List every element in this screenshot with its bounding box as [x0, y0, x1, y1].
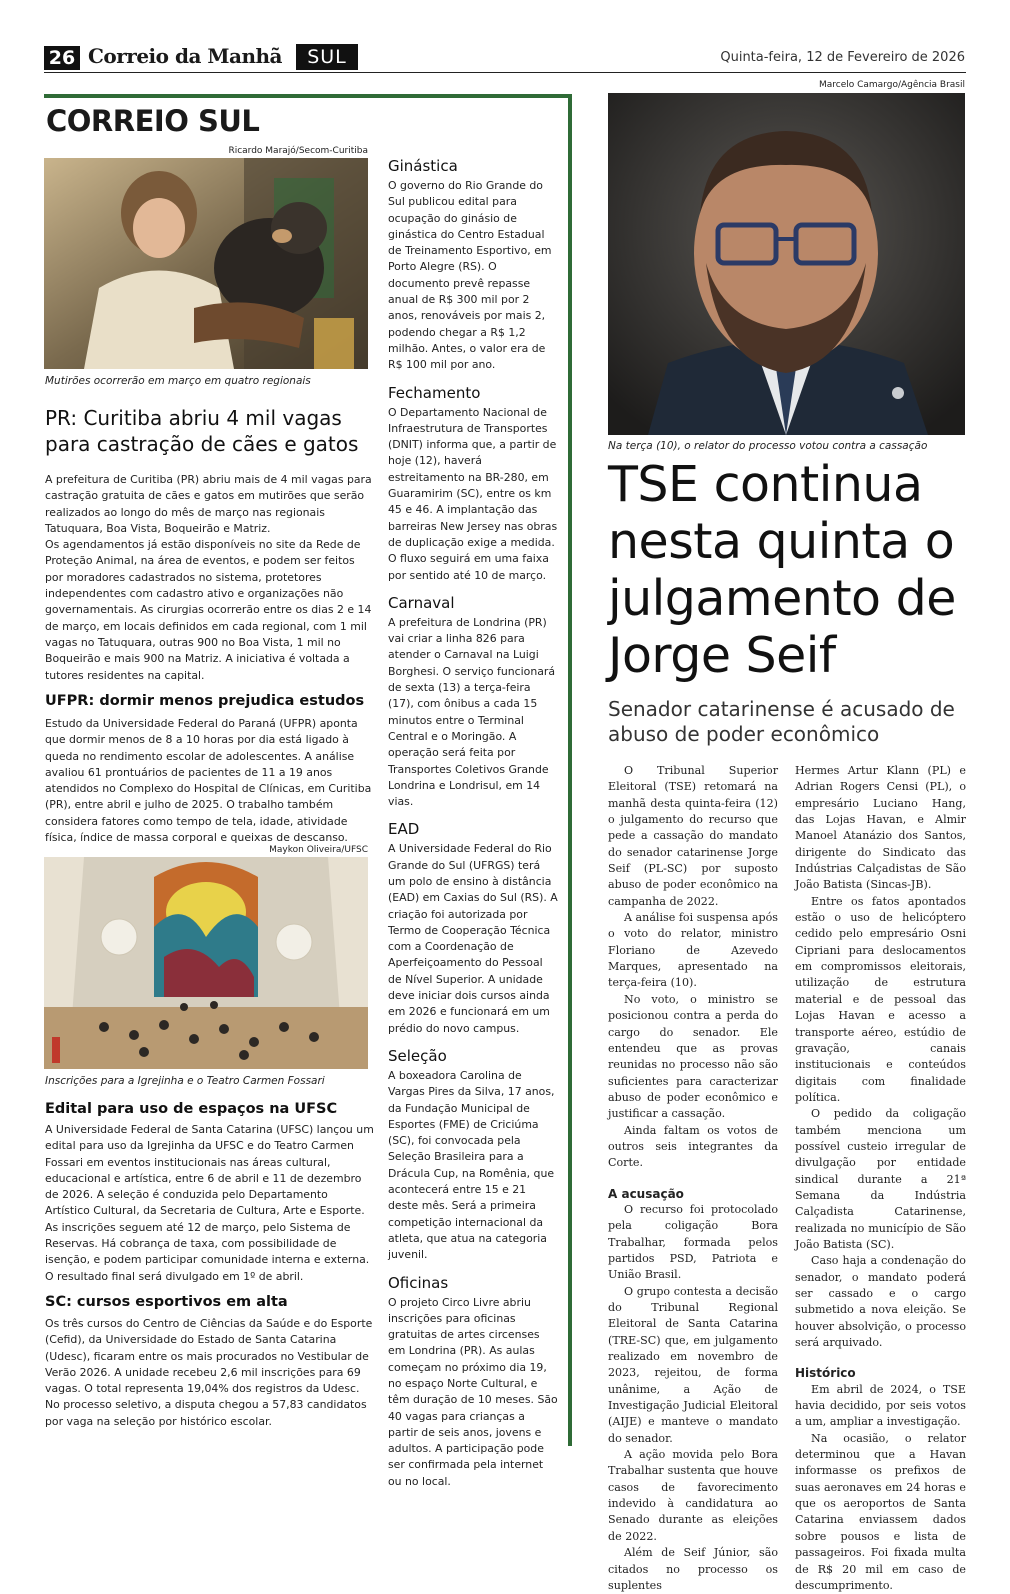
paragraph: Hermes Artur Klann (PL) e Adrian Rogers Censi (PL), o empresário Luciano Hang, das Lojas Havan, e Almir Manoel Atanázio dos Santos, dirigente do Sindicato das Indústrias Calçadistas de São João Batista (Sincas-JB).: [795, 764, 966, 892]
paragraph: Além de Seif Júnior, são citados no processo os suplentes: [608, 1546, 778, 1592]
brief-text: O governo do Rio Grande do Sul publicou edital para ocupação do ginásio de ginástica do Centro Estadual de Treinamento Esportivo, em Porto Alegre (RS). O documento prevê repasse anual de R$ 300 mil por 2 anos, renováveis por mais 2, podendo chegar a R$ 1,2 milhão. Antes, o valor era de R$ 100 mil por ano.: [388, 179, 552, 372]
brief-title: Ginástica: [388, 157, 458, 175]
woman-holding-dog-photo: [44, 158, 368, 369]
brief-text: A prefeitura de Londrina (PR) vai criar a linha 826 para atender o Carnaval na Luigi Borghesi. O serviço funcionará de sexta (13) a terça-feira (17), com ônibus a cada 15 minutos entre o Terminal Central e o Moringão. A operação será feita por Transportes Coletivos Grande Londrina e Londrisul, em 14 vias.: [388, 615, 556, 809]
brief-text: O projeto Circo Livre abriu inscrições para oficinas gratuitas de artes circenses em Londrina (PR). As aulas começam no próximo dia 19, no espaço Norte Cultural, e têm duração de 10 meses. São 40 vagas para crianças a partir de seis anos, jovens e adultos. A participação pode ser confirmada pela internet ou no local.: [388, 1295, 558, 1488]
jorge-seif-portrait-photo: [608, 93, 965, 435]
story-body: Os três cursos do Centro de Ciências da Saúde e do Esporte (Cefid), da Universidade do Estado de Santa Catarina (Udesc), ficaram entre os mais procurados no Vestibular de Verão 2026. A unidade recebeu 2,6 mil inscrições para 69 vagas. O total representa 19,04% dos registros da Udesc. No processo seletivo, a disputa chegou a 57,83 candidatos por vaga na seleção por histórico escolar.: [45, 1317, 373, 1428]
brief-text: O Departamento Nacional de Infraestrutura de Transportes (DNIT) informa que, a partir de hoje (12), haverá estreitamento na BR-280, em Guaramirim (SC), entre os km 45 e 46. A implantação das barreiras New Jersey nas obras de duplicação exige a medida. O fluxo seguirá em uma faixa por sentido até 10 de março.: [388, 405, 558, 582]
paragraph: O grupo contesta a decisão do Tribunal Regional Eleitoral de Santa Catarina (TRE-SC) que, em julgamento realizado em novembro de 2023, rejeitou, de forma unânime, a Ação de Investigação Judicial Eleitoral (AIJE) e manteve o mandato do senador.: [608, 1284, 778, 1445]
story-body: Estudo da Universidade Federal do Paraná (UFPR) aponta que dormir menos de 8 a 10 horas por dia está ligado à queda no rendimento escolar de adolescentes. A análise avaliou 61 prontuários de pacientes de 11 a 19 anos atendidos no Complexo do Hospital de Clínicas, em Curitiba (PR), entre abril e julho de 2025. O trabalho também considera fatores como tempo de tela, idade, atividade física, índice de massa corporal e queixas de descanso.: [45, 717, 372, 845]
brief-item: [388, 594, 558, 811]
briefs-column: [388, 157, 558, 1500]
paragraph: No voto, o ministro se posicionou contra a perda do cargo do senador. Ele entendeu que as provas reunidas no processo não são suficientes para caracterizar abuso de poder econômico e justificar a cassação.: [608, 992, 778, 1121]
photo-credit: Marcelo Camargo/Agência Brasil: [818, 80, 965, 90]
photo-caption: Mutirões ocorrerão em março em quatro regionais: [45, 375, 311, 387]
article-subtitle: Histórico: [795, 1366, 856, 1381]
brief-item: [388, 157, 558, 374]
article-subtitle: A acusação: [608, 1186, 684, 1201]
brief-item: [388, 820, 558, 1037]
brief-text: A Universidade Federal do Rio Grande do Sul (UFRGS) terá um polo de ensino à distância (EAD) em Caxias do Sul (RS). A criação foi autorizada por Termo de Cooperação Técnica com a Coordenação de Aperfeiçoamento do Pessoal de Nível Superior. A unidade deve iniciar dois cursos ainda em 2026 e funcionará em um prédio do novo campus.: [388, 842, 558, 1035]
brief-title: Seleção: [388, 1046, 447, 1065]
masthead-rule: [44, 72, 966, 73]
section-frame-right: [568, 94, 572, 1446]
paragraph: O pedido da coligação também menciona um possível custeio irregular de divulgação por entidade sindical durante a 21ª Semana da Indústria Calçadista Catarinense, realizada no município de São João Batista (SC).: [795, 1107, 966, 1251]
brief-item: [388, 1047, 558, 1264]
story-headline: UFPR: dormir menos prejudica estudos: [45, 693, 365, 709]
photo-credit: Ricardo Marajó/Secom-Curitiba: [228, 146, 368, 156]
paragraph: O Tribunal Superior Eleitoral (TSE) retomará na manhã desta quinta-feira (12) o julgamento do recurso que pede a cassação do mandato do senador catarinense Jorge Seif (PL-SC) por suposto abuso de poder econômico na campanha de 2022.: [608, 764, 778, 908]
photo-caption: Inscrições para a Igrejinha e o Teatro Carmen Fossari: [45, 1075, 325, 1087]
story-body: A Universidade Federal de Santa Catarina (UFSC) lançou um edital para uso da Igrejinha da UFSC e do Teatro Carmen Fossari em eventos institucionais nas áreas cultural, educacional e artística, entre 6 de abril e 11 de dezembro de 2026. A seleção é conduzida pelo Departamento Artístico Cultural, da Secretaria de Cultura, Arte e Esporte. As inscrições seguem até 12 de março, pelo Sistema de Reservas. Há cobrança de taxa, com possibilidade de isenção, e podem participar comunidade interna e externa. O resultado final será divulgado em 1º de abril.: [45, 1123, 374, 1283]
page-number: 26: [44, 46, 80, 70]
main-subhead: Senador catarinense é acusado de abuso de poder econômico: [608, 697, 955, 746]
dateline: Quinta-feira, 12 de Fevereiro de 2026: [720, 50, 965, 65]
paragraph: Caso haja a condenação do senador, o mandato poderá ser cassado e o cargo submetido a nova eleição. Se houver absolvição, o processo será arquivado.: [795, 1254, 966, 1350]
paragraph: Entre os fatos apontados estão o uso de helicóptero cedido pelo empresário Osni Cipriani para deslocamentos em compromissos eleitorais, utilização de estrutura material e de pessoal das Lojas Havan e acesso a transporte aéreo, estúdio de gravação, canais institucionais e conteúdos digitais com finalidade política.: [795, 894, 966, 1104]
column-title: CORREIO SUL: [46, 104, 260, 138]
paragraph: Ainda faltam os votos de outros seis integrantes da Corte.: [608, 1123, 778, 1170]
theater-mural-photo: [44, 857, 368, 1069]
brief-title: EAD: [388, 820, 420, 839]
brief-title: Oficinas: [388, 1273, 449, 1292]
paragraph: Os agendamentos já estão disponíveis no site da Rede de Proteção Animal, na área de eventos, e podem ser feitos por moradores cadastrados no sistema, protetores independentes com cadastro ativo e organizações não governamentais. As cirurgias ocorrerão entre os dias 2 e 14 de março, em locais definidos em cada regional, com 1 mil vagas no Tatuquara, outras 900 no Boa Vista, 1 mil no Boqueirão e mais 900 na Matriz. A iniciativa é voltada a tutores residentes na capital.: [45, 538, 372, 682]
section-tag: SUL: [296, 44, 358, 70]
brief-title: Fechamento: [388, 383, 481, 402]
brief-item: [388, 384, 558, 584]
story-headline: Edital para uso de espaços na UFSC: [45, 1101, 338, 1117]
story-headline: PR: Curitiba abriu 4 mil vagas para castração de cães e gatos: [45, 406, 359, 456]
photo-credit: Maykon Oliveira/UFSC: [269, 845, 368, 855]
brief-text: A boxeadora Carolina de Vargas Pires da Silva, 17 anos, da Fundação Municipal de Esportes (FME) de Criciúma (SC), foi convocada pela Seleção Brasileira para a Drácula Cup, na Romênia, que acontecerá entre 15 e 21 deste mês. Será a primeira competição internacional da atleta, que atua na categoria juvenil.: [388, 1068, 555, 1262]
paragraph: A ação movida pelo Bora Trabalhar sustenta que houve casos de favorecimento indevido à candidatura ao Senado durante as eleições de 2022.: [608, 1448, 778, 1543]
story-body: [45, 472, 375, 684]
paragraph: Em abril de 2024, o TSE havia decidido, por seis votos a um, ampliar a investigação.: [795, 1382, 966, 1429]
paragraph: A prefeitura de Curitiba (PR) abriu mais de 4 mil vagas para castração gratuita de cães e gatos em mutirões que serão realizados ao longo do mês de março nas regionais Tatuquara, Boa Vista, Boqueirão e Matriz.: [45, 473, 372, 535]
main-headline: TSE continua nesta quinta o julgamento de Jorge Seif: [608, 456, 956, 684]
newspaper-name: Correio da Manhã: [88, 44, 283, 68]
photo-caption: Na terça (10), o relator do processo votou contra a cassação: [608, 440, 928, 452]
paragraph: A análise foi suspensa após o voto do relator, ministro Floriano de Azevedo Marques, apresentado na terça-feira (10).: [608, 911, 778, 990]
story-headline: SC: cursos esportivos em alta: [45, 1294, 288, 1310]
brief-item: [388, 1274, 558, 1491]
paragraph: Na ocasião, o relator determinou que a Havan informasse os prefixos de suas aeronaves em 24 horas e que os aeroportos de Santa Catarina enviassem dados sobre pousos e lista de passageiros. Foi fixada multa de R$ 20 mil em caso de descumprimento.: [795, 1431, 966, 1592]
article-column-1: [608, 763, 778, 1594]
section-frame-top: [44, 94, 572, 98]
article-column-2: [795, 763, 966, 1594]
paragraph: O recurso foi protocolado pela coligação Bora Trabalhar, formada pelos partidos PSD, Patriota e União Brasil.: [608, 1202, 778, 1282]
brief-title: Carnaval: [388, 593, 455, 612]
